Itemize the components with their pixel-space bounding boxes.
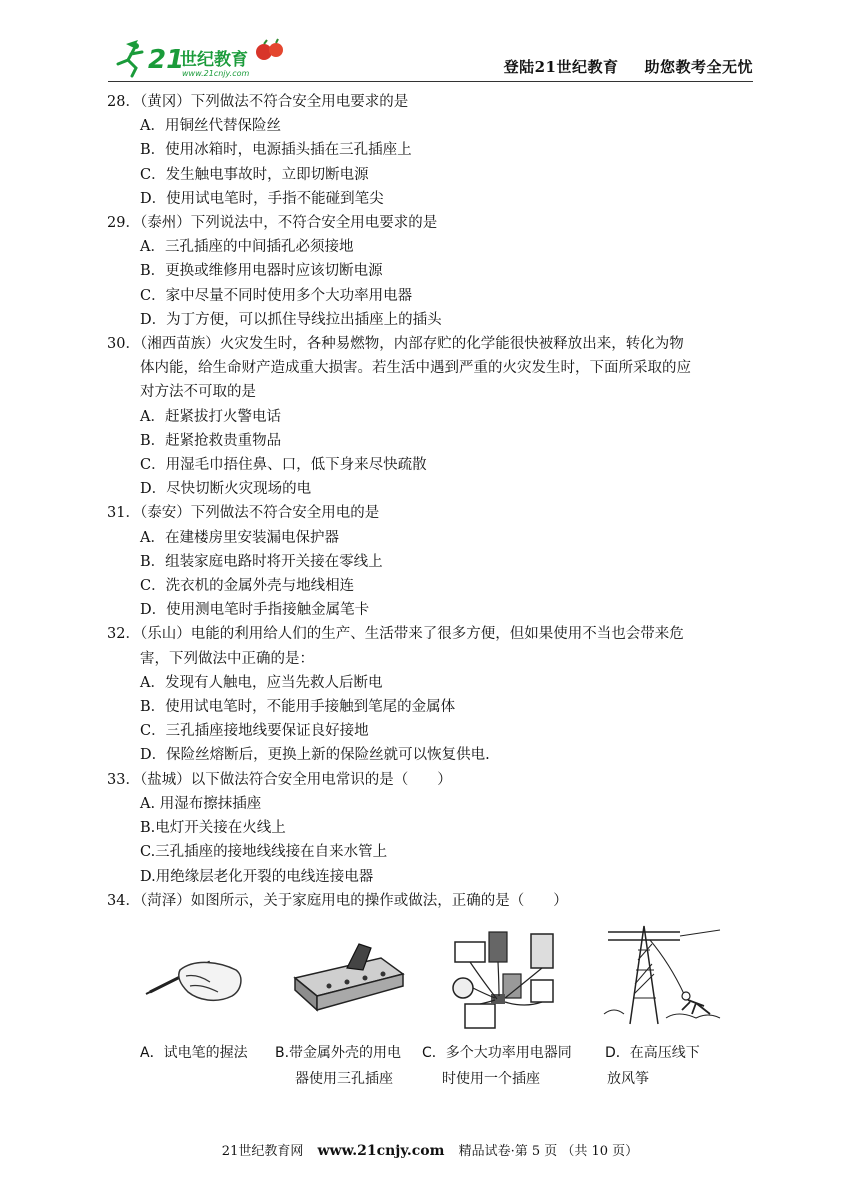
option-c: C．用湿毛巾捂住鼻、口，低下身来尽快疏散 bbox=[140, 457, 427, 474]
option-d: D．使用测电笔时手指接触金属笔卡 bbox=[140, 602, 370, 619]
question-stem-line-1: 30．（湘西苗族）火灾发生时，各种易燃物，内部存贮的化学能很快被释放出来，转化为物 bbox=[107, 336, 684, 353]
option-a: A．用铜丝代替保险丝 bbox=[140, 118, 281, 135]
power-strip-illustration bbox=[285, 938, 410, 1018]
caption-b-line-2: 器使用三孔插座 bbox=[295, 1071, 393, 1087]
option-c: C．洗衣机的金属外壳与地线相连 bbox=[140, 578, 355, 595]
option-b: B．使用冰箱时，电源插头插在三孔插座上 bbox=[140, 142, 412, 159]
svg-text:www.21cnjy.com: www.21cnjy.com bbox=[182, 69, 250, 78]
option-b: B．组装家庭电路时将开关接在零线上 bbox=[140, 553, 383, 570]
footer-url[interactable]: www.21cnjy.com bbox=[317, 1143, 445, 1159]
option-d: D．保险丝熔断后，更换上新的保险丝就可以恢复供电. bbox=[140, 747, 490, 764]
question-stem: 33．（盐城）以下做法符合安全用电常识的是（ ） bbox=[107, 771, 452, 788]
question-stem-line-2: 害，下列做法中正确的是： bbox=[140, 650, 314, 667]
caption-b bbox=[275, 1040, 401, 1092]
question-stem: 31．（泰安）下列做法不符合安全用电的是 bbox=[107, 505, 380, 522]
caption-d-line-1: D．在高压线下 bbox=[605, 1045, 700, 1061]
header-slogan bbox=[504, 56, 753, 77]
question-33 bbox=[107, 768, 755, 889]
option-a: A．在建楼房里安装漏电保护器 bbox=[140, 529, 339, 546]
header-divider bbox=[108, 81, 753, 82]
slogan-right: 助您教考全无忧 bbox=[644, 58, 753, 76]
question-stem-line-2: 体内能，给生命财产造成重大损害。若生活中遇到严重的火灾发生时，下面所采取的应 bbox=[140, 360, 691, 377]
question-29 bbox=[107, 211, 755, 332]
footer-site: 21世纪教育网 bbox=[221, 1144, 304, 1159]
option-b: B．赶紧抢救贵重物品 bbox=[140, 432, 282, 449]
option-d: D．尽快切断火灾现场的电 bbox=[140, 481, 312, 498]
caption-c-line-1: C．多个大功率用电器同 bbox=[422, 1045, 572, 1061]
caption-d-line-2: 放风筝 bbox=[607, 1071, 649, 1087]
option-a: A．三孔插座的中间插孔必须接地 bbox=[140, 239, 354, 256]
svg-text:21: 21 bbox=[148, 45, 185, 75]
option-c: C.三孔插座的接地线线接在自来水管上 bbox=[140, 844, 388, 861]
option-d: D．使用试电笔时，手指不能碰到笔尖 bbox=[140, 190, 384, 207]
option-c: C．发生触电事故时，立即切断电源 bbox=[140, 166, 369, 183]
kite-under-power-line-illustration bbox=[600, 914, 725, 1034]
question-stem: 34．（菏泽）如图所示，关于家庭用电的操作或做法，正确的是（ ） bbox=[107, 892, 568, 909]
question-31 bbox=[107, 501, 755, 622]
question-stem-line-1: 32．（乐山）电能的利用给人们的生产、生活带来了很多方便，但如果使用不当也会带来危 bbox=[107, 626, 684, 643]
option-b: B．使用试电笔时，不能用手接触到笔尾的金属体 bbox=[140, 699, 456, 716]
option-c: C．家中尽量不同时使用多个大功率用电器 bbox=[140, 287, 413, 304]
slogan-left: 登陆21世纪教育 bbox=[503, 58, 619, 76]
question-30 bbox=[107, 332, 755, 501]
question-34-figure bbox=[140, 910, 760, 1100]
caption-d bbox=[605, 1040, 700, 1092]
question-32 bbox=[107, 622, 755, 767]
option-a: A. 用湿布擦抹插座 bbox=[140, 795, 262, 812]
option-b: B.电灯开关接在火线上 bbox=[140, 820, 286, 837]
question-stem: 28．（黄冈）下列做法不符合安全用电要求的是 bbox=[107, 94, 409, 110]
option-c: C．三孔插座接地线要保证良好接地 bbox=[140, 723, 369, 740]
caption-c-line-2: 时使用一个插座 bbox=[442, 1071, 540, 1087]
option-a: A．赶紧拔打火警电话 bbox=[140, 408, 281, 425]
caption-a-line-1: A．试电笔的握法 bbox=[140, 1045, 248, 1061]
option-b: B．更换或维修用电器时应该切断电源 bbox=[140, 263, 383, 280]
caption-a bbox=[140, 1040, 248, 1066]
question-stem-line-3: 对方法不可取的是 bbox=[140, 384, 256, 401]
logo-runner-icon bbox=[114, 38, 314, 78]
test-pen-grip-illustration bbox=[140, 940, 250, 1010]
option-a: A．发现有人触电，应当先救人后断电 bbox=[140, 674, 383, 691]
option-d: D.用绝缘层老化开裂的电线连接电器 bbox=[140, 868, 374, 885]
page-footer bbox=[0, 1140, 860, 1159]
overloaded-socket-illustration bbox=[445, 924, 570, 1044]
page-header bbox=[108, 38, 753, 82]
site-logo bbox=[114, 38, 314, 78]
caption-b-line-1: B.带金属外壳的用电 bbox=[275, 1045, 402, 1061]
question-stem: 29．（泰州）下列说法中，不符合安全用电要求的是 bbox=[107, 215, 438, 232]
question-list bbox=[107, 90, 755, 913]
caption-c bbox=[422, 1040, 572, 1092]
footer-page-info: 精品试卷·第 5 页 （共 10 页） bbox=[458, 1144, 639, 1159]
option-d: D．为丁方便，可以抓住导线拉出插座上的插头 bbox=[140, 311, 442, 328]
svg-text:世纪教育: 世纪教育 bbox=[180, 50, 248, 70]
question-28 bbox=[107, 90, 755, 211]
